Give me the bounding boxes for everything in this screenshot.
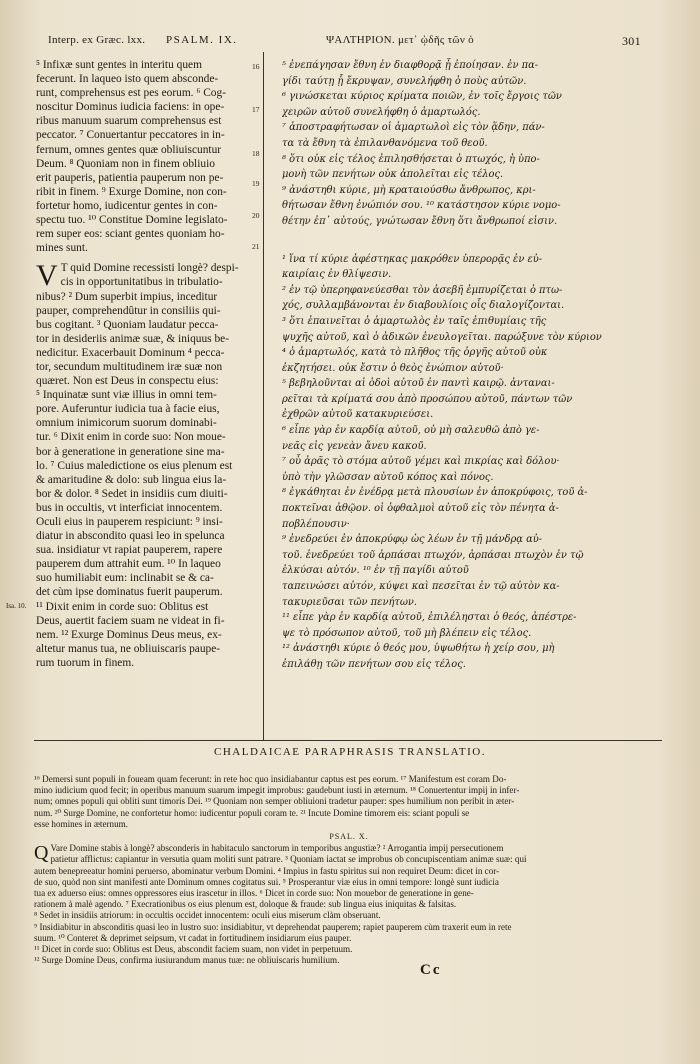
latin-line: fortetur homo, iudicentur gentes in con- <box>36 199 218 212</box>
latin-column <box>36 58 252 670</box>
greek-line: ψυχῆς αὐτοῦ, καὶ ὁ ἀδικῶν ἐνευλογεῖται. παρώξυνε τὸν κύριον <box>282 331 602 343</box>
latin-line: Deum. ⁸ Quoniam non in finem obliuio <box>36 157 215 170</box>
latin-line: spectu tuo. ¹⁰ Constitue Domine legislato- <box>36 214 228 227</box>
latin-line: noscitur Dominus iudicia faciens: in ope- <box>36 101 225 114</box>
greek-line: ⁸ ἐγκάθηται ἐν ἐνέδρᾳ μετὰ πλουσίων ἐν ἀποκρύφοις, τοῦ ἀ- <box>282 487 588 499</box>
greek-line: ⁶ εἶπε γὰρ ἐν καρδίᾳ αὐτοῦ, οὐ μὴ σαλευθῶ ἀπὸ γε- <box>282 425 540 437</box>
chaldaic-line: de suo, quòd non sint manifesti ante Dominum omnes cogitatus sui. ⁵ Prosperantur viæ eius in omni tempore: longè sunt iudicia <box>34 876 499 887</box>
latin-line: diatur in abscondito quasi leo in spelunca <box>36 530 225 543</box>
greek-line: χός, συλλαμβάνονται ἐν διαβουλίοις οἷς διαλογίζονται. <box>282 300 565 312</box>
latin-line: tor in desideriis animæ suæ, & iniquus be- <box>36 332 229 345</box>
greek-line: ⁵ ἐνεπάγησαν ἔθνη ἐν διαφθορᾷ ᾗ ἐποίησαν. ἐν πα- <box>282 60 539 71</box>
latin-line: nedicitur. Exacerbauit Dominum ⁴ pecca- <box>36 346 225 359</box>
latin-line: omnium inimicorum suorum dominabi- <box>36 417 217 430</box>
greek-line: τοῦ. ἐνεδρεύει τοῦ ἁρπάσαι πτωχόν, ἁρπάσαι πτωχὸν ἐν τῷ <box>282 549 584 561</box>
greek-line: γίδι ταύτῃ ᾗ ἔκρυψαν, συνελήφθη ὁ ποὺς αὐτῶν. <box>282 75 527 87</box>
latin-line: ¹¹ Dixit enim in corde suo: Oblitus est <box>36 600 209 613</box>
chaldaic-line: ¹² Surge Domine Deus, confirma iusiurandum manus tuæ: ne obliuiscaris humilium. <box>34 955 340 966</box>
chaldaic-line: autem benepreeatur homini peruerso, abominatur verbum Domini. ⁴ Impius in fastu spiritus sui non requiret Deum: dicet in cor- <box>34 865 500 876</box>
latin-block-psalm-ix <box>36 58 252 255</box>
chaldaic-line: ⁹ Insidiabitur in absconditis quasi leo in lustro suo: insidiabitur, vt deprehendat pauperem; rapiet pauperem cùm traxerit eum in rete <box>34 921 512 932</box>
latin-line: det cùm ipse dominatus fuerit pauperum. <box>36 586 223 599</box>
greek-line: ⁷ οὗ ἀρᾶς τὸ στόμα αὐτοῦ γέμει καὶ πικρίας καὶ δόλου· <box>282 456 560 468</box>
chaldaic-line: ¹⁶ Demersi sunt populi in foueam quam fecerunt: in rete hoc quo insidiabantur captus est pes eorum. ¹⁷ Manifestum est coram Do- <box>34 774 507 784</box>
latin-block-psalm-x <box>36 261 252 670</box>
verse-number: 18 <box>252 149 260 158</box>
greek-line: ⁵ βεβηλοῦνται αἱ ὁδοὶ αὐτοῦ ἐν παντὶ καιρῷ. ἀνταναι- <box>282 378 555 390</box>
greek-line: ¹ ἵνα τί κύριε ἀφέστηκας μακρόθεν ὑπερορᾷς ἐν εὐ- <box>282 253 543 265</box>
latin-line: suo humiliabit eum: inclinabit se & ca- <box>36 572 214 585</box>
greek-line: ⁶ γινώσκεται κύριος κρίματα ποιῶν, ἐν τοῖς ἔργοις τῶν <box>282 91 562 103</box>
latin-line: fernum, omnes gentes quæ obliuiscuntur <box>36 143 222 156</box>
running-head-greek: ΨΑΛΤΗΡΙΟΝ. μετ᾽ ᾠδῆς τῶν ὁ <box>326 34 474 46</box>
greek-block-psalm-x <box>282 252 654 673</box>
greek-line: ποβλέπουσιν· <box>282 518 350 530</box>
chaldaic-line: ⁸ Sedet in insidiis atriorum: in occultis occidet innocentem: oculi eius miserum clàm obseruant. <box>34 910 381 921</box>
chaldaic-line: esse homines in æternum. <box>34 818 128 829</box>
latin-line: bor à generatione in generatione sine ma- <box>36 445 225 458</box>
latin-line: runt, comprehensus est pes eorum. ⁶ Cog- <box>36 87 226 100</box>
greek-line: ρεῖται τὰ κρίματά σου ἀπὸ προσώπου αὐτοῦ, πάντων τῶν <box>282 393 573 405</box>
verse-number: 16 <box>252 62 260 71</box>
greek-line: ἑλκύσαι αὐτόν. ¹⁰ ἐν τῇ παγίδι αὐτοῦ <box>282 565 469 577</box>
greek-line: νεᾶς εἰς γενεὰν ἄνευ κακοῦ. <box>282 440 427 452</box>
chaldaic-paraphrase <box>34 760 664 966</box>
chaldaic-line: Vare Domine stabis à longè? absconderis in habitaculo sanctorum in temporibus angustiæ? ² Arrogantia impij persecutionem <box>50 843 504 854</box>
chaldaic-line: num. ²⁰ Surge Domine, ne confortetur homo: iudicentur populi coram te. ²¹ Incute Domine timorem eis: sciant populi se <box>34 807 470 818</box>
latin-line: fecerunt. In laqueo isto quem absconde- <box>36 73 219 86</box>
greek-line: καιρίαις ἐν θλίψεσιν. <box>282 269 392 281</box>
running-head-left: Interp. ex Græc. lxx. <box>48 34 146 46</box>
latin-line: nem. ¹² Exurge Dominus Deus meus, ex- <box>36 628 222 641</box>
latin-line: bus in occultis, vt interficiat innocentem. <box>36 501 223 514</box>
latin-line: tur. ⁶ Dixit enim in corde suo: Non moue- <box>36 431 226 444</box>
latin-line: Oculi eius in pauperem respiciunt: ⁹ insi- <box>36 516 223 528</box>
greek-line: τακυριεῦσαι τῶν πενήτων. <box>282 596 418 608</box>
greek-line: ⁷ ἀποστραφήτωσαν οἱ ἁμαρτωλοὶ εἰς τὸν ᾅδην, πάν- <box>282 122 545 134</box>
latin-line: ⁵ Inquinatæ sunt viæ illius in omni tem- <box>36 389 217 402</box>
greek-line: ¹² ἀνάστηθι κύριε ὁ θεός μου, ὑψωθήτω ἡ χείρ σου, μὴ <box>282 643 555 655</box>
greek-line: ἐκζητήσει. οὐκ ἔστιν ὁ θεὸς ἐνώπιον αὐτοῦ· <box>282 362 504 374</box>
chaldaic-line: suum. ¹⁰ Conteret & deprimet seipsum, vt cadat in fortitudinem insidiarum eius pauper. <box>34 932 352 943</box>
top-rule-footnotes <box>34 740 662 741</box>
dropcap-v: V <box>36 259 58 293</box>
column-rule <box>263 52 264 740</box>
greek-line: ψε τὸ πρόσωπον αὐτοῦ, τοῦ μὴ βλέπειν εἰς τέλος. <box>282 627 532 639</box>
latin-line: Deus, auertit faciem suam ne videat in fi- <box>36 614 225 627</box>
greek-column <box>282 58 654 673</box>
greek-line: θέτην ἐπ᾽ αὐτούς, γνώτωσαν ἔθνη ὅτι ἄνθρωποί εἰσιν. <box>282 215 558 227</box>
latin-line: erit pauperis, patientia pauperum non pe- <box>36 171 224 184</box>
latin-line: ⁵ Infixæ sunt gentes in interitu quem <box>36 59 202 71</box>
signature-mark: Cc <box>420 962 442 978</box>
latin-line: mines sunt. <box>36 242 88 255</box>
greek-line: ³ ὅτι ἐπαινεῖται ὁ ἁμαρτωλὸς ἐν ταῖς ἐπιθυμίαις τῆς <box>282 315 547 327</box>
greek-line: ⁹ ἀνάστηθι κύριε, μὴ κραταιούσθω ἄνθρωπος, κρι- <box>282 184 536 196</box>
greek-line: θήτωσαν ἔθνη ἐνώπιόν σου. ¹⁰ κατάστησον κύριε νομο- <box>282 200 561 212</box>
greek-line: ἐπιλάθῃ τῶν πενήτων σου εἰς τέλος. <box>282 658 466 670</box>
latin-line: bor & dolor. ⁸ Sedet in insidiis cum diuiti- <box>36 487 228 500</box>
verse-number: 20 <box>252 211 260 220</box>
latin-line: sua. insidiatur vt rapiat pauperem, rapere <box>36 544 223 557</box>
latin-line: bus cogitant. ³ Quoniam laudatur pecca- <box>36 318 219 331</box>
latin-line: cis in opportunitatibus in tribulatio- <box>60 276 223 289</box>
latin-line: & amaritudine & dolo: sub lingua eius la- <box>36 473 227 486</box>
verse-number: 19 <box>252 179 260 188</box>
latin-line: lo. ⁷ Cuius maledictione os eius plenum est <box>36 459 233 472</box>
latin-line: pauperem dum attrahit eum. ¹⁰ In laqueo <box>36 558 221 571</box>
chaldaic-title: CHALDAICAE PARAPHRASIS TRANSLATIO. <box>214 746 486 758</box>
greek-line: τα τὰ ἔθνη τὰ ἐπιλανθανόμενα τοῦ θεοῦ. <box>282 137 488 149</box>
greek-line: ⁴ ὁ ἁμαρτωλός, κατὰ τὸ πλῆθος τῆς ὀργῆς αὐτοῦ οὐκ <box>282 347 548 359</box>
latin-line: tor, secundum multitudinem iræ suæ non <box>36 360 223 373</box>
latin-line: nibus? ² Dum superbit impius, inceditur <box>36 290 218 303</box>
greek-line: ¹¹ εἶπε γὰρ ἐν καρδίᾳ αὐτοῦ, ἐπιλέλησται ὁ θεός, ἀπέστρε- <box>282 612 577 624</box>
greek-line: ⁹ ἐνεδρεύει ἐν ἀποκρύφῳ ὡς λέων ἐν τῇ μάνδρᾳ αὐ- <box>282 534 543 546</box>
chaldaic-line: ¹¹ Dicet in corde suo: Oblitus est Deus, abscondit faciem suam, non videt in perpetuum. <box>34 944 353 955</box>
latin-line: rem super eos: sciant gentes quoniam ho- <box>36 228 225 241</box>
greek-line: ἐχθρῶν αὐτοῦ κατακυριεύσει. <box>282 409 434 421</box>
chaldaic-psalm-x <box>34 843 664 966</box>
chaldaic-line: num; omnes populi qui obliti sunt timoris Dei. ¹⁹ Quoniam non semper obliuioni tradetur pauper: spes humilium non peribit in æter- <box>34 796 515 807</box>
latin-line: ribit in finem. ⁹ Exurge Domine, non con- <box>36 185 227 198</box>
greek-line: ⁸ ὅτι οὐκ εἰς τέλος ἐπιλησθήσεται ὁ πτωχός, ἡ ὑπο- <box>282 153 540 165</box>
chaldaic-line: patietur afflictus: capiantur in versutia quam moliti sunt patrare. ³ Quoniam iactat se improbus ob concupiscentiam animæ suæ: qui <box>50 854 527 865</box>
latin-line: pauper, comprehendûtur in consiliis qui- <box>36 304 221 317</box>
greek-line: ² ἐν τῷ ὑπερηφανεύεσθαι τὸν ἀσεβῆ ἐμπυρίζεται ὁ πτω- <box>282 284 563 296</box>
latin-line: pore. Auferuntur iudicia tua à facie eius, <box>36 403 220 416</box>
greek-block-psalm-ix <box>282 58 654 230</box>
greek-line: μονὴ τῶν πενήτων οὐκ ἀπολεῖται εἰς τέλος. <box>282 169 504 181</box>
chaldaic-psalm-ix <box>34 774 664 830</box>
psalm-x-label: PSAL. X. <box>329 832 369 842</box>
latin-line: rum tuorum in finem. <box>36 656 135 669</box>
chaldaic-line: rationem à malè agendo. ⁷ Execrationibus os eius plenum est, doloque & fraude: sub lingua eius iniquitas & falsitas. <box>34 899 457 910</box>
latin-line: altetur manus tua, ne obliuiscaris paupe- <box>36 642 221 655</box>
latin-line: quæret. Non est Deus in conspectu eius: <box>36 375 219 388</box>
greek-line: ὑπὸ τὴν γλῶσσαν αὐτοῦ κόπος καὶ πόνος. <box>282 471 494 483</box>
latin-line: T quid Domine recessisti longè? despi- <box>60 262 239 275</box>
verse-number: 21 <box>252 242 260 251</box>
greek-line: ποκτεῖναι ἀθῷον. οἱ ὀφθαλμοὶ αὐτοῦ εἰς τὸν πένητα ἀ- <box>282 503 559 515</box>
chaldaic-line: tua ex aduerso eius: omnes oppressores eius irascetur in illos. ⁶ Dicet in corde suo: Non mouebor de generatione in gene- <box>34 888 474 899</box>
dropcap-q: Q <box>34 842 49 865</box>
latin-line: peccator. ⁷ Conuertantur peccatores in in- <box>36 129 225 142</box>
margin-note: Isa. 10. <box>6 602 27 610</box>
verse-number: 17 <box>252 105 260 114</box>
greek-line: χειρῶν αὐτοῦ συνελήφθη ὁ ἁμαρτωλός. <box>282 106 481 118</box>
page-number: 301 <box>622 34 641 48</box>
chaldaic-line: mino iudicium quod fecit; in operibus manuum suarum impegit improbus: gaudebunt iusti in æternum. ¹⁸ Conuertentur impij in infer- <box>34 785 520 796</box>
running-head-center: PSALM. IX. <box>166 34 238 46</box>
latin-line: ribus manuum suarum comprehensus est <box>36 115 222 128</box>
greek-line: ταπεινώσει αὐτόν, κύψει καὶ πεσεῖται ἐν τῷ αὐτὸν κα- <box>282 581 560 592</box>
